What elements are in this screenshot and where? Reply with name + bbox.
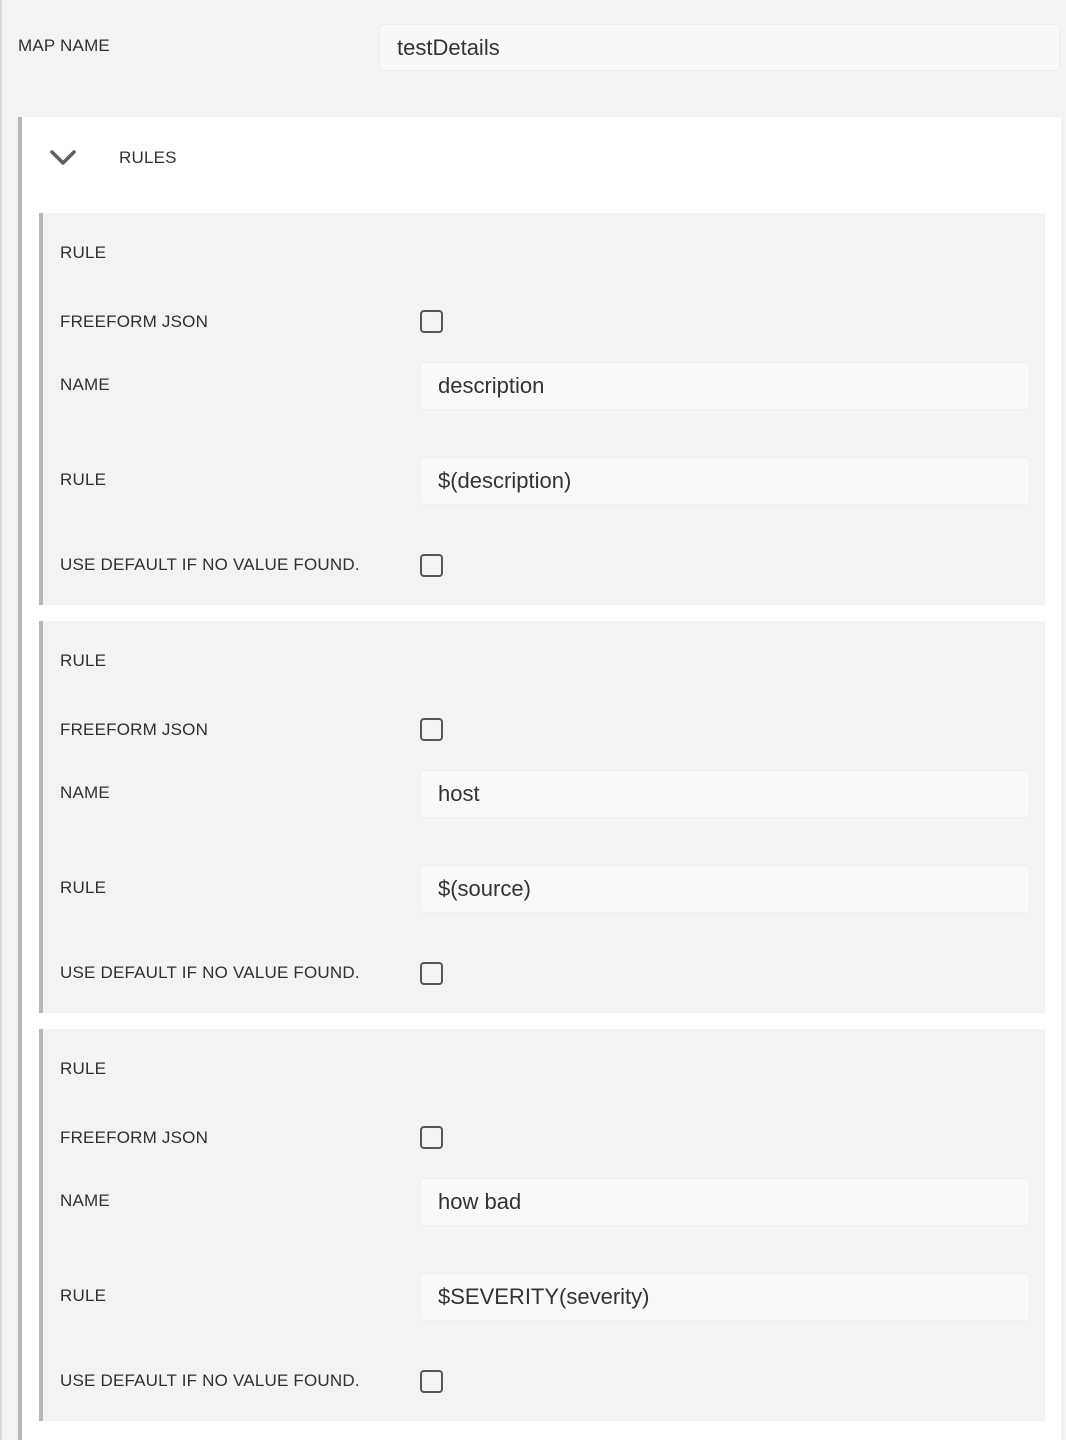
freeform-json-label: FREEFORM JSON [60, 720, 209, 739]
rule-input[interactable] [420, 865, 1030, 913]
use-default-label: USE DEFAULT IF NO VALUE FOUND. [60, 1371, 360, 1390]
freeform-json-checkbox[interactable] [420, 718, 443, 741]
rule-label: RULE [60, 878, 107, 897]
map-name-label: MAP NAME [18, 36, 110, 55]
rule-card [39, 1029, 1045, 1421]
name-label: NAME [60, 1191, 110, 1210]
rule-label: RULE [60, 470, 107, 489]
map-name-row [2, 0, 1066, 94]
rule-heading: RULE [60, 1059, 107, 1078]
use-default-checkbox[interactable] [420, 554, 443, 577]
name-input[interactable] [420, 362, 1030, 410]
rule-card [39, 213, 1045, 605]
use-default-checkbox[interactable] [420, 1370, 443, 1393]
name-label: NAME [60, 375, 110, 394]
freeform-json-checkbox[interactable] [420, 1126, 443, 1149]
rules-section-title: RULES [119, 148, 177, 167]
name-input[interactable] [420, 1178, 1030, 1226]
freeform-json-label: FREEFORM JSON [60, 1128, 209, 1147]
name-label: NAME [60, 783, 110, 802]
rules-header[interactable] [22, 117, 1061, 197]
rules-panel [18, 117, 1061, 1440]
freeform-json-checkbox[interactable] [420, 310, 443, 333]
use-default-label: USE DEFAULT IF NO VALUE FOUND. [60, 555, 360, 574]
rule-heading: RULE [60, 651, 107, 670]
rule-heading: RULE [60, 243, 107, 262]
chevron-down-icon[interactable] [48, 145, 78, 169]
rule-input[interactable] [420, 457, 1030, 505]
name-input[interactable] [420, 770, 1030, 818]
use-default-label: USE DEFAULT IF NO VALUE FOUND. [60, 963, 360, 982]
freeform-json-label: FREEFORM JSON [60, 312, 209, 331]
rule-label: RULE [60, 1286, 107, 1305]
rule-card [39, 621, 1045, 1013]
use-default-checkbox[interactable] [420, 962, 443, 985]
map-name-input[interactable] [379, 24, 1060, 71]
rule-input[interactable] [420, 1273, 1030, 1321]
